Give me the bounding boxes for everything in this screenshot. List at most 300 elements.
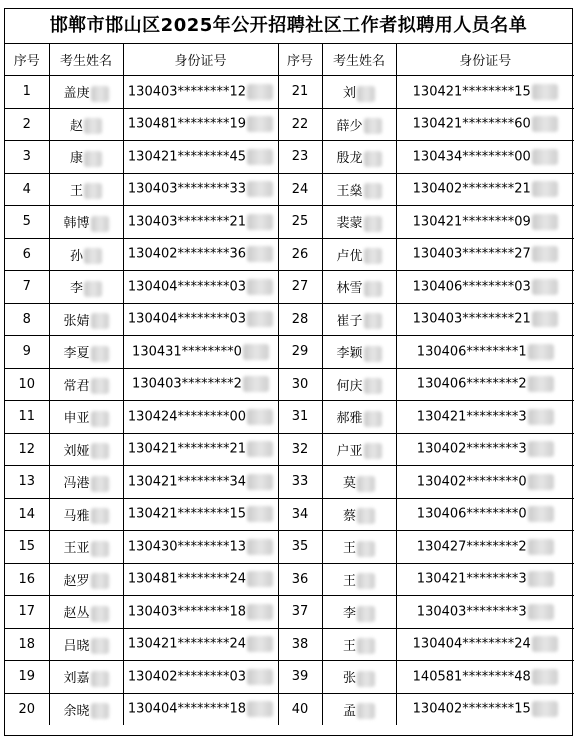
row-number: 31 [291,409,309,425]
row-number: 10 [18,376,36,392]
redaction-mask [84,248,102,264]
row-number: 29 [291,344,309,360]
row-number: 6 [22,246,31,262]
redaction-mask [247,181,273,197]
table-row [5,76,574,109]
candidate-name: 刘 [342,86,356,101]
row-number: 35 [291,539,309,555]
redaction-mask [357,703,375,719]
redaction-mask [532,311,558,327]
row-number-cell [278,336,322,369]
redaction-mask [532,84,558,100]
table-row [5,303,574,336]
row-number: 39 [291,669,309,685]
candidate-name: 李夏 [63,346,90,361]
row-number-cell [5,628,49,661]
candidate-name: 康 [69,151,83,166]
row-number: 7 [22,279,31,295]
redaction-mask [357,606,375,622]
table-row [5,498,574,531]
candidate-name: 何庆 [336,378,363,394]
candidate-name: 吕晓 [63,638,90,654]
id-number-cell [396,108,574,141]
document-title: 邯郸市邯山区2025年公开招聘社区工作者拟聘用人员名单 [5,9,572,44]
row-number-cell [278,76,322,109]
id-number: 130406********0 [416,506,527,522]
row-number-cell [278,368,322,401]
candidate-name-cell [49,336,123,369]
row-number-cell [5,303,49,336]
candidate-name: 李 [69,281,83,296]
id-number-cell [123,206,278,239]
id-number-cell [123,108,278,141]
id-number-cell [396,271,574,304]
table-row [5,596,574,629]
redaction-mask [364,151,382,167]
candidate-name-cell [49,303,123,336]
row-number: 38 [291,636,309,652]
redaction-mask [247,474,273,490]
id-number-cell [123,271,278,304]
redaction-mask [91,86,109,102]
table-row [5,401,574,434]
id-number-cell [396,141,574,174]
candidate-name: 王 [342,541,356,556]
redaction-mask [528,604,554,620]
redaction-mask [357,86,375,102]
row-number-cell [278,141,322,174]
id-number-cell [123,401,278,434]
candidate-name: 孟 [342,703,356,719]
row-number: 9 [22,344,31,360]
row-number: 37 [291,604,309,620]
table-row [5,661,574,694]
candidate-name-cell [49,108,123,141]
row-number: 21 [291,84,309,100]
id-number-cell [396,401,574,434]
redaction-mask [247,84,273,100]
row-number: 20 [18,701,36,717]
table-row [5,368,574,401]
redaction-mask [91,443,109,459]
table-row [5,108,574,141]
redaction-mask [364,281,382,297]
redaction-mask [364,443,382,459]
row-number: 18 [18,636,36,652]
candidate-name: 张 [342,671,356,686]
id-number-cell [123,498,278,531]
redaction-mask [532,701,558,717]
redaction-mask [91,411,109,427]
id-number-cell [396,563,574,596]
row-number: 27 [291,279,309,295]
candidate-name: 李颖 [336,346,363,361]
candidate-name-cell [322,336,396,369]
candidate-name: 赵 [69,118,83,134]
redaction-mask [247,246,273,262]
document-sheet [4,8,573,736]
candidate-name: 马雅 [63,508,90,524]
id-number-cell [396,173,574,206]
id-number: 130403********21 [127,214,247,230]
candidate-name-cell [322,563,396,596]
row-number-cell [5,76,49,109]
row-number: 17 [18,604,36,620]
redaction-mask [247,701,273,717]
redaction-mask [364,118,382,134]
candidate-name: 崔子 [336,313,363,329]
row-number: 24 [291,181,309,197]
row-number-cell [5,693,49,725]
candidate-name-cell [322,141,396,174]
table-row [5,693,574,725]
redaction-mask [247,279,273,295]
candidate-name: 申亚 [63,411,90,426]
id-number: 130421********3 [416,571,527,587]
redaction-mask [247,214,273,230]
candidate-name: 余晓 [63,703,90,719]
id-number: 130403********2 [132,376,242,392]
row-number-cell [278,466,322,499]
table-row [5,173,574,206]
candidate-name: 户亚 [336,443,363,459]
id-number-cell [123,466,278,499]
candidate-name-cell [49,368,123,401]
redaction-mask [532,669,558,685]
row-number-cell [278,498,322,531]
row-number: 3 [22,149,31,165]
id-number: 130403********27 [412,246,531,262]
candidate-name: 莫 [342,476,356,491]
redaction-mask [247,506,273,522]
redaction-mask [91,671,109,687]
row-number-cell [278,596,322,629]
id-number: 130402********0 [416,474,527,490]
row-number: 1 [22,84,31,100]
candidate-name-cell [49,693,123,725]
candidate-name: 王燊 [336,183,363,199]
row-number-cell [5,661,49,694]
id-number-cell [396,596,574,629]
redaction-mask [357,638,375,654]
redaction-mask [528,474,554,490]
candidate-name: 刘嘉 [63,671,90,686]
candidate-name-cell [49,628,123,661]
id-number-cell [396,693,574,725]
id-number-cell [123,303,278,336]
id-number-cell [396,466,574,499]
id-number-cell [123,531,278,564]
id-number: 130403********12 [127,84,247,100]
row-number: 16 [18,571,36,587]
redaction-mask [364,216,382,232]
id-number: 130403********21 [412,311,531,327]
row-number-cell [5,433,49,466]
id-number: 130431********0 [132,344,242,360]
id-number-cell [123,693,278,725]
table-row [5,206,574,239]
candidate-name-cell [322,531,396,564]
redaction-mask [357,573,375,589]
candidate-name-cell [322,693,396,725]
redaction-mask [532,636,558,652]
redaction-mask [528,344,554,360]
table-row [5,628,574,661]
row-number: 30 [291,376,309,392]
id-number: 130421********15 [127,506,247,522]
redaction-mask [91,703,109,719]
candidate-name-cell [49,401,123,434]
id-number: 130403********18 [127,604,247,620]
header-name: 考生姓名 [49,44,123,76]
row-number-cell [5,271,49,304]
id-number-cell [396,336,574,369]
redaction-mask [532,279,558,295]
candidate-name-cell [322,108,396,141]
row-number-cell [278,628,322,661]
id-number: 130402********15 [412,701,531,717]
id-number: 130421********09 [412,214,531,230]
candidate-name: 郝雅 [336,411,363,426]
candidate-name-cell [49,466,123,499]
id-number-cell [396,661,574,694]
id-number-cell [396,628,574,661]
id-number-cell [123,76,278,109]
row-number: 32 [291,441,309,457]
redaction-mask [247,539,273,555]
candidate-name-cell [322,401,396,434]
header-id: 身份证号 [396,44,574,76]
redaction-mask [532,214,558,230]
redaction-mask [364,183,382,199]
candidate-name-cell [322,76,396,109]
row-number-cell [278,401,322,434]
candidate-name: 李 [342,606,356,621]
row-number: 12 [18,441,36,457]
redaction-mask [364,346,382,362]
id-number-cell [123,368,278,401]
id-number-cell [123,238,278,271]
candidate-name-cell [322,173,396,206]
row-number-cell [5,206,49,239]
row-number: 11 [18,409,36,425]
row-number-cell [278,206,322,239]
candidate-name: 常君 [63,378,90,394]
id-number: 130406********03 [412,279,531,295]
redaction-mask [532,116,558,132]
redaction-mask [532,149,558,165]
id-number: 130406********1 [416,344,527,360]
id-number-cell [123,173,278,206]
redaction-mask [91,606,109,622]
id-number: 130421********15 [412,84,531,100]
table-row [5,141,574,174]
candidate-name: 冯港 [63,476,90,491]
redaction-mask [247,149,273,165]
id-number: 130421********45 [127,149,247,165]
header-name: 考生姓名 [322,44,396,76]
table-row [5,238,574,271]
row-number: 36 [291,571,309,587]
row-number: 2 [22,116,31,132]
redaction-mask [528,409,554,425]
candidate-name-cell [49,433,123,466]
id-number-cell [396,498,574,531]
row-number-cell [278,303,322,336]
redaction-mask [84,281,102,297]
redaction-mask [247,669,273,685]
candidate-name-cell [322,466,396,499]
candidate-name: 刘娅 [63,443,90,459]
candidate-name: 王 [69,183,83,199]
row-number: 33 [291,474,309,490]
id-number: 130421********60 [412,116,531,132]
candidate-name-cell [49,498,123,531]
candidate-name: 蔡 [342,508,356,524]
table-header-row [5,44,574,76]
row-number-cell [5,401,49,434]
candidate-name: 王 [342,638,356,654]
redaction-mask [528,539,554,555]
candidate-name-cell [322,498,396,531]
redaction-mask [91,476,109,492]
candidate-name: 殷龙 [336,151,363,166]
redaction-mask [364,313,382,329]
id-number-cell [123,336,278,369]
header-no: 序号 [278,44,322,76]
candidate-name-cell [49,563,123,596]
row-number: 22 [291,116,309,132]
id-number-cell [396,303,574,336]
redaction-mask [528,376,554,392]
candidate-name: 韩博 [63,216,90,231]
candidate-name: 赵罗 [63,573,90,589]
candidate-name: 林雪 [336,281,363,296]
row-number-cell [5,336,49,369]
id-number: 130402********3 [416,441,527,457]
id-number-cell [396,206,574,239]
candidate-name-cell [49,596,123,629]
id-number: 130403********33 [127,181,247,197]
id-number: 130421********24 [127,636,247,652]
candidate-name-cell [322,368,396,401]
row-number: 26 [291,246,309,262]
table-row [5,336,574,369]
candidate-name-cell [49,271,123,304]
id-number: 130424********00 [127,409,247,425]
id-number-cell [123,433,278,466]
id-number-cell [396,531,574,564]
candidate-name-cell [322,661,396,694]
id-number-cell [396,238,574,271]
table-row [5,531,574,564]
candidate-name: 赵丛 [63,606,90,621]
redaction-mask [528,441,554,457]
id-number-cell [123,596,278,629]
row-number: 8 [22,311,31,327]
row-number-cell [5,141,49,174]
redaction-mask [532,181,558,197]
row-number: 4 [22,181,31,197]
row-number-cell [278,238,322,271]
candidate-name-cell [49,141,123,174]
candidate-name: 孙 [69,248,83,264]
redaction-mask [247,409,273,425]
candidate-name: 盖庚 [63,86,90,101]
candidate-name-cell [49,531,123,564]
candidate-name: 张婧 [63,313,90,329]
row-number-cell [278,108,322,141]
row-number-cell [5,596,49,629]
redaction-mask [84,151,102,167]
row-number: 15 [18,539,36,555]
row-number-cell [278,433,322,466]
redaction-mask [91,638,109,654]
redaction-mask [243,376,269,392]
candidate-name-cell [322,206,396,239]
candidate-name: 王亚 [63,541,90,556]
redaction-mask [91,313,109,329]
table-row [5,563,574,596]
id-number-cell [396,76,574,109]
row-number-cell [5,531,49,564]
redaction-mask [91,573,109,589]
candidate-name-cell [49,661,123,694]
redaction-mask [91,346,109,362]
candidate-name-cell [49,206,123,239]
row-number-cell [278,693,322,725]
candidate-name: 裴蒙 [336,216,363,231]
id-number: 130481********24 [127,571,247,587]
redaction-mask [247,311,273,327]
candidate-name-cell [49,76,123,109]
row-number-cell [5,368,49,401]
header-id: 身份证号 [123,44,278,76]
id-number: 130434********00 [412,149,531,165]
candidate-name-cell [322,596,396,629]
redaction-mask [357,671,375,687]
id-number: 130421********3 [416,409,527,425]
id-number: 130481********19 [127,116,247,132]
row-number: 28 [291,311,309,327]
table-row [5,466,574,499]
redaction-mask [247,116,273,132]
redaction-mask [528,571,554,587]
redaction-mask [364,411,382,427]
redaction-mask [357,476,375,492]
row-number: 14 [18,506,36,522]
candidate-name-cell [322,433,396,466]
redaction-mask [91,378,109,394]
candidate-name-cell [322,628,396,661]
id-number: 130402********36 [127,246,247,262]
id-number: 130404********03 [127,311,247,327]
id-number: 140581********48 [412,669,531,685]
id-number-cell [396,368,574,401]
row-number-cell [5,238,49,271]
redaction-mask [528,506,554,522]
id-number: 130404********18 [127,701,247,717]
candidate-name: 薛少 [336,118,363,134]
redaction-mask [91,541,109,557]
id-number: 130402********03 [127,669,247,685]
redaction-mask [247,441,273,457]
row-number: 25 [291,214,309,230]
candidate-name-cell [322,238,396,271]
row-number: 5 [22,214,31,230]
candidate-name: 王 [342,573,356,589]
redaction-mask [364,378,382,394]
